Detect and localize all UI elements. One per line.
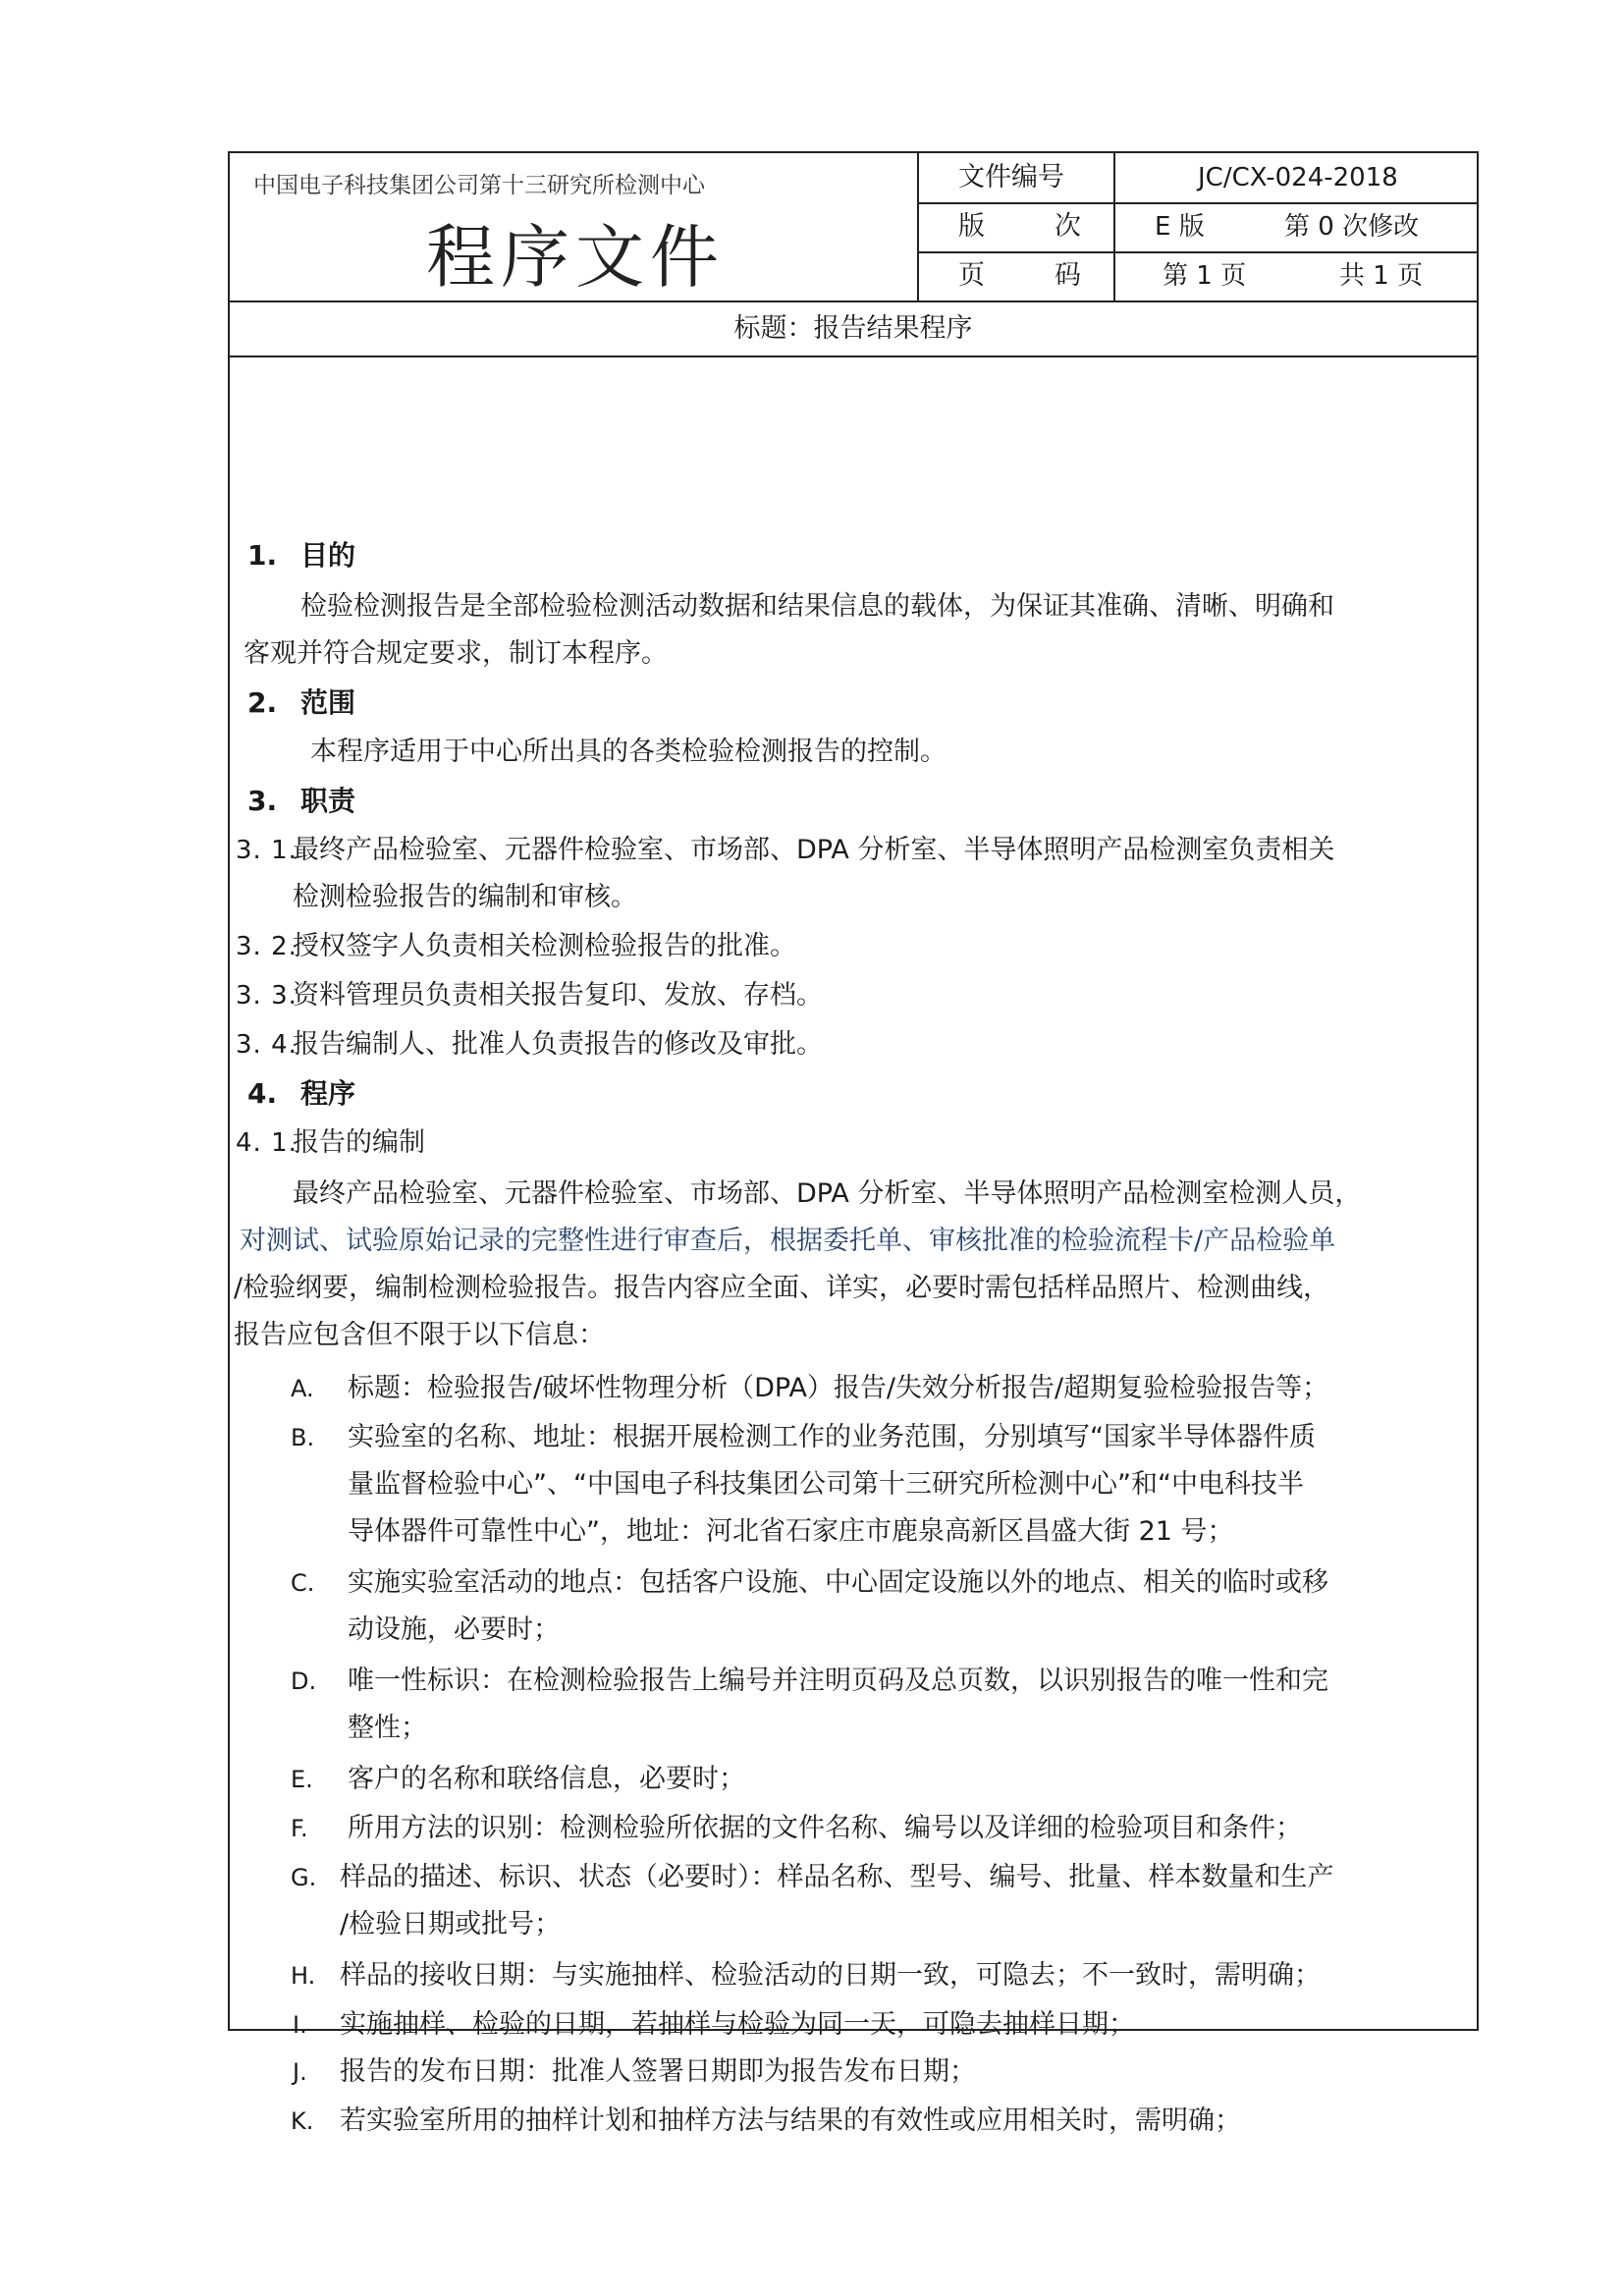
section-number: 3. bbox=[247, 785, 278, 817]
meta-row-version bbox=[917, 202, 1479, 253]
subsection-number: 3. 3. bbox=[236, 981, 298, 1011]
subsection-number: 3. 4. bbox=[236, 1030, 298, 1060]
subsection-number: 3. 2. bbox=[236, 932, 298, 961]
meta-row-file-number bbox=[917, 153, 1479, 204]
list-item-line: 整性； bbox=[348, 1713, 427, 1743]
section-number: 1. bbox=[247, 539, 278, 572]
paragraph-line: 授权签字人负责相关检测检验报告的批准。 bbox=[293, 931, 796, 961]
paragraph-line: 本程序适用于中心所出具的各类检验检测报告的控制。 bbox=[310, 737, 947, 767]
document-header bbox=[230, 153, 1477, 302]
section-number: 2. bbox=[247, 686, 278, 719]
list-item-line: 若实验室所用的抽样计划和抽样方法与结果的有效性或应用相关时，需明确； bbox=[340, 2105, 1241, 2136]
section-number: 4. bbox=[247, 1077, 278, 1110]
meta-row-page bbox=[917, 251, 1479, 301]
list-item-marker: B. bbox=[291, 1424, 315, 1451]
organization-name: 中国电子科技集团公司第十三研究所检测中心 bbox=[253, 173, 705, 198]
list-item-marker: K. bbox=[291, 2107, 314, 2135]
list-item-marker: E. bbox=[291, 1766, 313, 1793]
meta-value: E 版 第 0 次修改 bbox=[1155, 212, 1420, 242]
list-item-marker: C. bbox=[291, 1569, 315, 1597]
list-item-line: 导体器件可靠性中心”，地址：河北省石家庄市鹿泉高新区昌盛大街 21 号； bbox=[348, 1516, 1234, 1547]
paragraph-line: 客观并符合规定要求，制订本程序。 bbox=[243, 638, 668, 669]
meta-value: JC/CX-024-2018 bbox=[1198, 163, 1398, 192]
document-title: 标题：报告结果程序 bbox=[230, 302, 1477, 357]
meta-value: 第 1 页 共 1 页 bbox=[1163, 261, 1424, 291]
list-item-marker: I. bbox=[293, 2011, 307, 2039]
list-item-line: 唯一性标识：在检测检验报告上编号并注明页码及总页数，以识别报告的唯一性和完 bbox=[348, 1666, 1328, 1696]
header-left-cell bbox=[230, 153, 919, 301]
section-title: 程序 bbox=[300, 1077, 356, 1110]
list-item-line: 所用方法的识别：检测检验所依据的文件名称、编号以及详细的检验项目和条件； bbox=[348, 1813, 1302, 1843]
meta-label: 文件编号 bbox=[917, 153, 1115, 202]
section-title: 范围 bbox=[300, 686, 356, 719]
subsection-number: 4. 1. bbox=[236, 1128, 298, 1158]
list-item-marker: D. bbox=[291, 1667, 317, 1695]
list-item-marker: F. bbox=[291, 1815, 308, 1842]
paragraph-line: 最终产品检验室、元器件检验室、市场部、DPA 分析室、半导体照明产品检测室检测人员， bbox=[293, 1178, 1362, 1209]
document-frame bbox=[228, 151, 1479, 2136]
subsection-title: 报告的编制 bbox=[293, 1127, 425, 1158]
list-item-line: 实施抽样、检验的日期，若抽样与检验为同一天，可隐去抽样日期； bbox=[340, 2009, 1135, 2040]
list-item-line: 客户的名称和联络信息，必要时； bbox=[348, 1764, 745, 1794]
meta-label: 页 码 bbox=[917, 251, 1115, 301]
list-item-marker: H. bbox=[291, 1962, 316, 1990]
subsection-number: 3. 1. bbox=[236, 836, 298, 865]
list-item-line: /检验日期或批号； bbox=[340, 1909, 562, 1940]
paragraph-line: /检验纲要，编制检测检验报告。报告内容应全面、详实，必要时需包括样品照片、检测曲线， bbox=[234, 1273, 1330, 1303]
list-item-marker: A. bbox=[291, 1375, 314, 1402]
section-title: 职责 bbox=[300, 785, 356, 817]
list-item-line: 样品的描述、标识、状态（必要时）：样品名称、型号、编号、批量、样本数量和生产 bbox=[340, 1862, 1334, 1892]
list-item-line: 量监督检验中心”、“中国电子科技集团公司第十三研究所检测中心”和“中电科技半 bbox=[348, 1469, 1304, 1500]
paragraph-line: 对测试、试验原始记录的完整性进行审查后，根据委托单、审核批准的检验流程卡/产品检验单 bbox=[240, 1226, 1336, 1256]
document-type: 程序文件 bbox=[426, 217, 725, 298]
paragraph-line: 检测检验报告的编制和审核。 bbox=[293, 882, 637, 912]
list-item-marker: J. bbox=[293, 2058, 307, 2086]
list-item-line: 实验室的名称、地址：根据开展检测工作的业务范围，分别填写“国家半导体器件质 bbox=[348, 1422, 1316, 1452]
meta-label: 版 次 bbox=[917, 202, 1115, 251]
list-item-line: 实施实验室活动的地点：包括客户设施、中心固定设施以外的地点、相关的临时或移 bbox=[348, 1567, 1328, 1598]
list-item-line: 样品的接收日期：与实施抽样、检验活动的日期一致，可隐去；不一致时，需明确； bbox=[340, 1960, 1321, 1991]
list-item-line: 标题：检验报告/破坏性物理分析（DPA）报告/失效分析报告/超期复验检验报告等； bbox=[348, 1373, 1329, 1403]
list-item-line: 动设施，必要时； bbox=[348, 1614, 560, 1645]
list-item-line: 报告的发布日期：批准人签署日期即为报告发布日期； bbox=[340, 2056, 976, 2087]
section-title: 目的 bbox=[300, 539, 356, 572]
paragraph-line: 报告编制人、批准人负责报告的修改及审批。 bbox=[293, 1029, 823, 1060]
paragraph-line: 资料管理员负责相关报告复印、发放、存档。 bbox=[293, 980, 823, 1011]
list-item-marker: G. bbox=[291, 1864, 317, 1891]
paragraph-line: 检验检测报告是全部检验检测活动数据和结果信息的载体，为保证其准确、清晰、明确和 bbox=[300, 591, 1334, 622]
paragraph-line: 最终产品检验室、元器件检验室、市场部、DPA 分析室、半导体照明产品检测室负责相关 bbox=[293, 835, 1335, 865]
paragraph-line: 报告应包含但不限于以下信息： bbox=[234, 1320, 605, 1350]
